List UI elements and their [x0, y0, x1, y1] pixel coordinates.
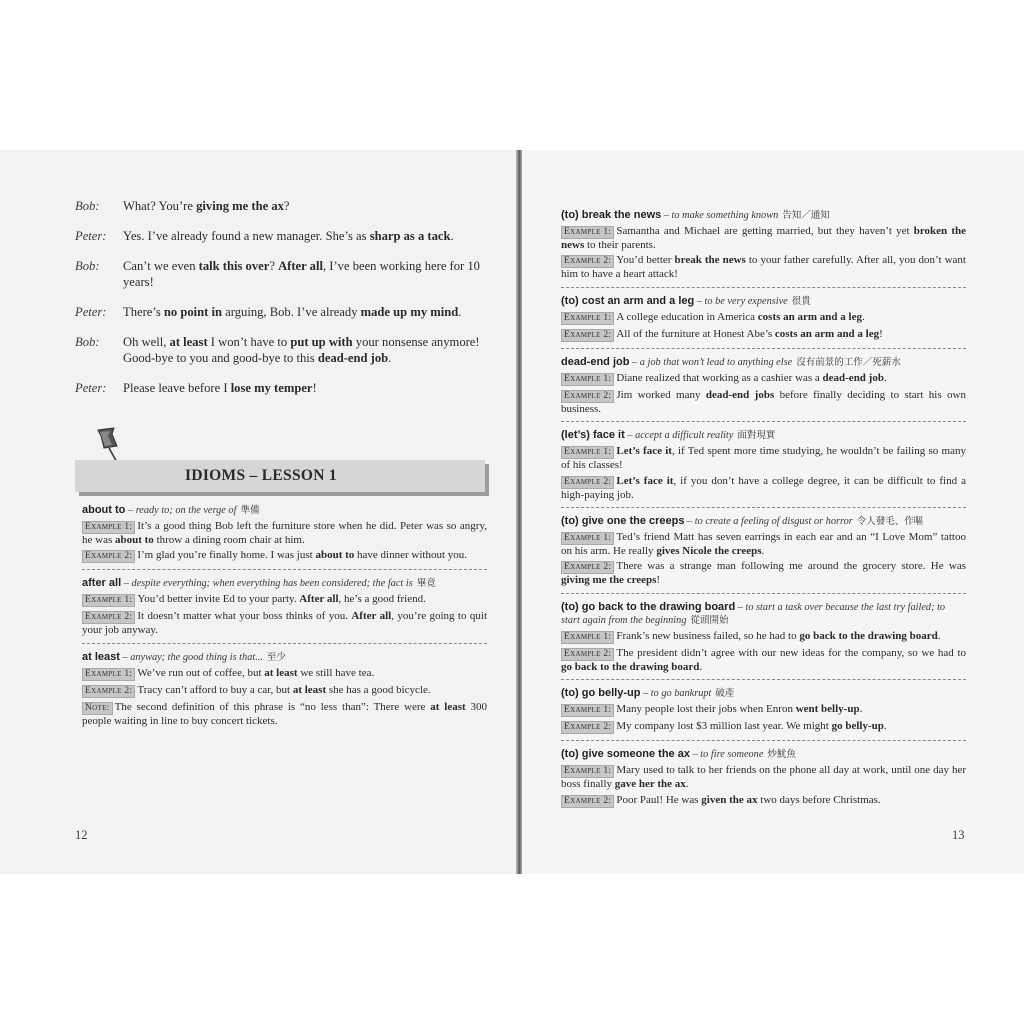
idiom-highlight: break the news — [674, 254, 746, 267]
speaker-name: Peter: — [75, 305, 107, 319]
idiom-highlight: dead-end job — [822, 371, 884, 384]
idiom-highlight: Let’s face it — [616, 445, 672, 458]
lesson-heading — [75, 460, 485, 492]
text-run: I’m glad you’re finally home. I was just — [137, 549, 316, 562]
speech-text — [123, 258, 487, 290]
example-sentence — [561, 764, 966, 790]
example-tag: Example 1: — [561, 765, 614, 778]
example-sentence — [82, 593, 487, 607]
example-tag: Example 1: — [561, 532, 614, 545]
idiom-definition: – to go bankrupt — [640, 688, 712, 700]
idiom-highlight: at least — [430, 700, 466, 713]
text-run: , if Ted spent more time studying, he wouldn’t be failing so many of his classes! — [561, 445, 966, 472]
idiom-entry — [561, 513, 966, 594]
idiom-definition: – accept a difficult reality — [624, 430, 734, 442]
speech-text — [123, 380, 487, 396]
chinese-translation: 沒有前景的工作／死薪水 — [796, 356, 901, 368]
text-run: It’s a good thing Bob left the furniture store when he did. Peter was so angry, he was — [82, 520, 487, 546]
example-sentence — [82, 520, 487, 546]
text-run: I won’t have to — [207, 335, 291, 349]
text-run: . — [861, 310, 865, 323]
text-run: There was a strange man following me around the grocery store. He was — [616, 560, 966, 573]
chinese-translation: 面對現實 — [737, 430, 776, 442]
example-tag: Example 2: — [561, 476, 614, 489]
example-sentence — [561, 445, 966, 471]
example-tag: Example 1: — [561, 373, 614, 386]
left-page — [0, 150, 518, 874]
idiom-highlight: at least — [292, 683, 327, 696]
text-run: Diane realized that working as a cashier was a — [616, 371, 823, 384]
example-tag: Example 2: — [561, 390, 614, 403]
text-run: My company lost $3 million last year. We might — [616, 720, 832, 733]
idiom-term: (to) cost an arm and a leg — [561, 294, 695, 307]
dialogue-line — [75, 228, 487, 244]
example-tag: Example 2: — [561, 255, 614, 268]
dialogue-line — [75, 304, 487, 320]
idiom-highlight: went belly-up — [795, 703, 860, 716]
idiom-highlight: at least — [264, 666, 298, 679]
text-run: You’d better — [616, 254, 675, 267]
text-run: Tracy can’t afford to buy a car, but — [137, 683, 293, 696]
example-sentence — [561, 389, 966, 415]
text-run: ? — [269, 259, 279, 273]
text-run: Please leave before I — [123, 381, 231, 395]
example-tag: Example 2: — [82, 685, 135, 698]
text-run: Oh well, — [123, 335, 170, 349]
idiom-highlight: go back to the drawing board — [799, 629, 938, 642]
example-tag: Example 2: — [82, 550, 135, 563]
example-sentence — [561, 475, 966, 501]
text-run: , he’s a good friend. — [338, 593, 426, 606]
text-run: ! — [312, 381, 317, 395]
text-run: Samantha and Michael are getting married, but they haven’t yet — [616, 225, 914, 237]
idiom-term-line — [561, 601, 966, 627]
chinese-translation: 令人發毛、作嘔 — [856, 516, 924, 528]
idiom-entry — [561, 685, 966, 741]
idiom-highlight: dead-end job — [317, 351, 389, 365]
example-sentence — [561, 254, 966, 280]
idiom-highlight: Let’s face it — [616, 474, 674, 487]
chinese-translation: 準備 — [240, 505, 260, 516]
text-run: . — [883, 720, 887, 733]
example-tag: Example 1: — [82, 594, 135, 607]
idiom-entry — [82, 575, 487, 643]
idiom-highlight: costs an arm and a leg — [757, 310, 862, 323]
text-run: It doesn’t matter what your boss thinks of you. — [137, 610, 352, 623]
dialogue — [75, 198, 487, 410]
idiom-highlight: talk this over — [198, 259, 270, 273]
example-tag: Example 2: — [82, 611, 135, 624]
text-run: Poor Paul! He was — [616, 793, 702, 806]
text-run: There’s — [123, 305, 164, 319]
idiom-highlight: dead-end jobs — [705, 388, 775, 401]
text-run: Mary used to talk to her friends on the phone all day at work, until one day her boss finally — [561, 764, 966, 791]
speaker-name: Peter: — [75, 381, 107, 395]
example-tag: Example 1: — [82, 521, 135, 534]
idiom-highlight: gives Nicole the creeps — [656, 545, 762, 558]
example-tag: Example 2: — [561, 561, 614, 574]
example-sentence — [561, 531, 966, 557]
text-run: . — [937, 629, 941, 642]
book-spread — [0, 150, 1024, 874]
example-tag: Example 1: — [561, 704, 614, 717]
idiom-highlight: costs an arm and a leg — [774, 327, 880, 340]
speaker-name: Bob: — [75, 259, 100, 273]
dialogue-line — [75, 380, 487, 396]
text-run: . — [859, 703, 863, 716]
idiom-definition: – despite everything; when everything has been considered; the fact is — [121, 578, 413, 590]
idiom-term-line — [82, 577, 487, 590]
chinese-translation: 炒魷魚 — [767, 749, 796, 761]
speaker-name: Bob: — [75, 335, 100, 349]
idiom-highlight: giving me the ax — [196, 199, 284, 213]
text-run: . — [699, 660, 703, 673]
idiom-term: (to) go back to the drawing board — [561, 600, 736, 613]
idiom-highlight: about to — [315, 549, 355, 562]
idiom-highlight: put up with — [290, 335, 353, 349]
text-run: All of the furniture at Honest Abe’s — [616, 327, 775, 340]
example-sentence — [561, 372, 966, 386]
idiom-entry — [561, 293, 966, 349]
speaker-name: Peter: — [75, 229, 107, 243]
example-sentence — [561, 720, 966, 734]
text-run: The second definition of this phrase is “no less than”: There were — [114, 700, 431, 713]
text-run: Frank’s new business failed, so he had to — [616, 629, 800, 642]
dialogue-line — [75, 198, 487, 214]
idiom-highlight: After all — [278, 259, 323, 273]
idiom-term: (to) go belly-up — [561, 687, 641, 700]
text-run: A college education in America — [616, 310, 758, 323]
idiom-highlight: given the ax — [701, 793, 758, 806]
chinese-translation: 畢竟 — [416, 578, 436, 590]
idiom-highlight: about to — [115, 534, 154, 546]
idiom-definition: – to be very expensive — [694, 295, 788, 307]
idiom-highlight: broken the news — [561, 225, 966, 251]
idiom-highlight: no point in — [163, 305, 223, 319]
idiom-term: (let’s) face it — [561, 429, 625, 442]
text-run: What? You’re — [123, 199, 197, 213]
chinese-translation: 從頭開始 — [690, 614, 729, 626]
example-tag: Example 1: — [561, 226, 614, 239]
example-sentence — [82, 549, 487, 563]
speech-text — [123, 198, 487, 214]
idiom-term-line — [561, 429, 966, 442]
text-run: , I’ve been working here for 10 years! — [123, 259, 480, 289]
idiom-highlight: After all — [299, 593, 339, 606]
text-run: 300 people waiting in line to buy concert tickets. — [82, 700, 487, 727]
speech-text — [123, 334, 487, 366]
text-run: Ted’s friend Matt has seven earrings in each ear and an “I Love Mom” tattoo on his arm. He really — [561, 531, 966, 558]
text-run: Yes. I’ve already found a new manager. She’s as — [123, 229, 370, 243]
example-sentence — [561, 311, 966, 325]
example-sentence — [561, 630, 966, 644]
idiom-definition: – to make something known — [661, 210, 779, 221]
idiom-term: (to) give someone the ax — [561, 748, 690, 761]
example-sentence — [561, 560, 966, 586]
text-run: . — [883, 371, 887, 384]
example-sentence — [561, 703, 966, 717]
chinese-translation: 至少 — [266, 651, 286, 663]
idiom-highlight: go back to the drawing board — [561, 660, 700, 673]
page-number-right: 13 — [952, 828, 965, 842]
example-sentence — [561, 328, 966, 342]
idiom-highlight: After all — [351, 610, 392, 623]
idiom-term-line — [561, 295, 966, 308]
speech-text — [123, 304, 487, 320]
speaker-name: Bob: — [75, 199, 100, 213]
text-run: she has a good bicycle. — [326, 683, 431, 696]
text-run: ! — [656, 574, 661, 587]
idiom-definition: – to fire someone — [689, 749, 764, 761]
idiom-term: at least — [82, 650, 120, 663]
example-sentence — [561, 647, 966, 673]
text-run: , if you don’t have a college degree, it can be difficult to find a high-paying job. — [561, 474, 966, 501]
idiom-term: after all — [82, 577, 122, 590]
idiom-term: dead-end job — [561, 355, 630, 368]
idiom-term-line — [82, 504, 487, 517]
idiom-term: (to) break the news — [561, 209, 662, 221]
idiom-term-line — [561, 515, 966, 528]
idiom-highlight: sharp as a tack — [369, 229, 451, 243]
chinese-translation: 告知／通知 — [782, 210, 830, 221]
idiom-term-line — [82, 651, 487, 664]
text-run: to their parents. — [584, 239, 656, 251]
idiom-definition: – to start a task over because the last try failed; to start again from the beginning — [561, 601, 946, 626]
idiom-highlight: lose my temper — [230, 381, 313, 395]
text-run: ? — [283, 199, 290, 213]
idiom-entry — [561, 207, 966, 288]
text-run: The president didn’t agree with our new ideas for the company, so we had to — [616, 646, 966, 659]
idiom-entry — [561, 354, 966, 422]
text-run: arguing, Bob. I’ve already — [222, 305, 361, 319]
dialogue-line — [75, 258, 487, 290]
idiom-highlight: giving me the creeps — [561, 574, 657, 587]
text-run: You’d better invite Ed to your party. — [137, 593, 300, 606]
text-run: . — [388, 351, 392, 365]
idiom-definition: – to create a feeling of disgust or horror — [684, 516, 853, 528]
example-tag: Example 2: — [561, 329, 614, 342]
idiom-term-line — [561, 748, 966, 761]
text-run: . — [761, 545, 765, 558]
text-run: Jim worked many — [616, 388, 706, 401]
example-tag: Example 1: — [561, 446, 614, 459]
example-sentence — [82, 701, 487, 727]
text-run: your nonsense anymore! Good-bye to you and good-bye to this — [123, 335, 480, 365]
idiom-list-left — [82, 502, 487, 738]
text-run: before finally deciding to start his own business. — [561, 388, 966, 415]
example-sentence — [561, 225, 966, 251]
example-tag: Example 2: — [561, 721, 614, 734]
idiom-definition: – a job that won’t lead to anything else — [629, 356, 793, 368]
example-tag: Example 2: — [561, 795, 614, 808]
text-run: Can’t we even — [123, 259, 199, 273]
text-run: we still have tea. — [297, 666, 375, 679]
lesson-heading-text: IDIOMS – LESSON 1 — [185, 467, 337, 484]
idiom-term-line — [561, 356, 966, 369]
idiom-term-line — [561, 209, 966, 222]
example-tag: Example 1: — [561, 312, 614, 325]
idiom-list-right — [561, 207, 966, 819]
idiom-entry — [82, 649, 487, 733]
text-run: . — [685, 778, 689, 791]
idiom-term: about to — [82, 504, 126, 516]
text-run: two days before Christmas. — [757, 793, 881, 806]
idiom-term-line — [561, 687, 966, 700]
idiom-highlight: at least — [169, 335, 208, 349]
text-run: have dinner without you. — [354, 549, 468, 562]
dialogue-line — [75, 334, 487, 366]
example-sentence — [82, 610, 487, 636]
idiom-entry — [82, 502, 487, 570]
idiom-highlight: made up my mind — [360, 305, 459, 319]
example-sentence — [82, 667, 487, 681]
example-tag: Example 1: — [561, 631, 614, 644]
example-tag: Example 1: — [82, 668, 135, 681]
text-run: Many people lost their jobs when Enron — [616, 703, 796, 716]
chinese-translation: 破產 — [715, 688, 735, 700]
text-run: . — [458, 305, 462, 319]
idiom-highlight: go belly-up — [831, 720, 884, 733]
idiom-definition: – ready to; on the verge of — [125, 505, 237, 516]
idiom-term: (to) give one the creeps — [561, 515, 685, 528]
text-run: throw a dining room chair at him. — [153, 534, 305, 546]
text-run: to your father carefully. After all, you don’t want him to have a heart attack! — [561, 254, 966, 281]
example-sentence — [561, 794, 966, 808]
idiom-highlight: gave her the ax — [614, 778, 686, 791]
chinese-translation: 很貴 — [791, 295, 811, 307]
example-tag: Note: — [82, 702, 113, 715]
idiom-definition: – anyway; the good thing is that... — [119, 651, 263, 663]
idiom-entry — [561, 427, 966, 508]
example-sentence — [82, 684, 487, 698]
idiom-entry — [561, 599, 966, 680]
page-number-left: 12 — [75, 828, 88, 842]
example-tag: Example 2: — [561, 648, 614, 661]
text-run: ! — [879, 327, 883, 340]
text-run: We’ve run out of coffee, but — [137, 666, 265, 679]
speech-text — [123, 228, 487, 244]
text-run: , you’re going to quit your job anyway. — [82, 610, 487, 637]
text-run: . — [450, 229, 454, 243]
idiom-entry — [561, 746, 966, 813]
